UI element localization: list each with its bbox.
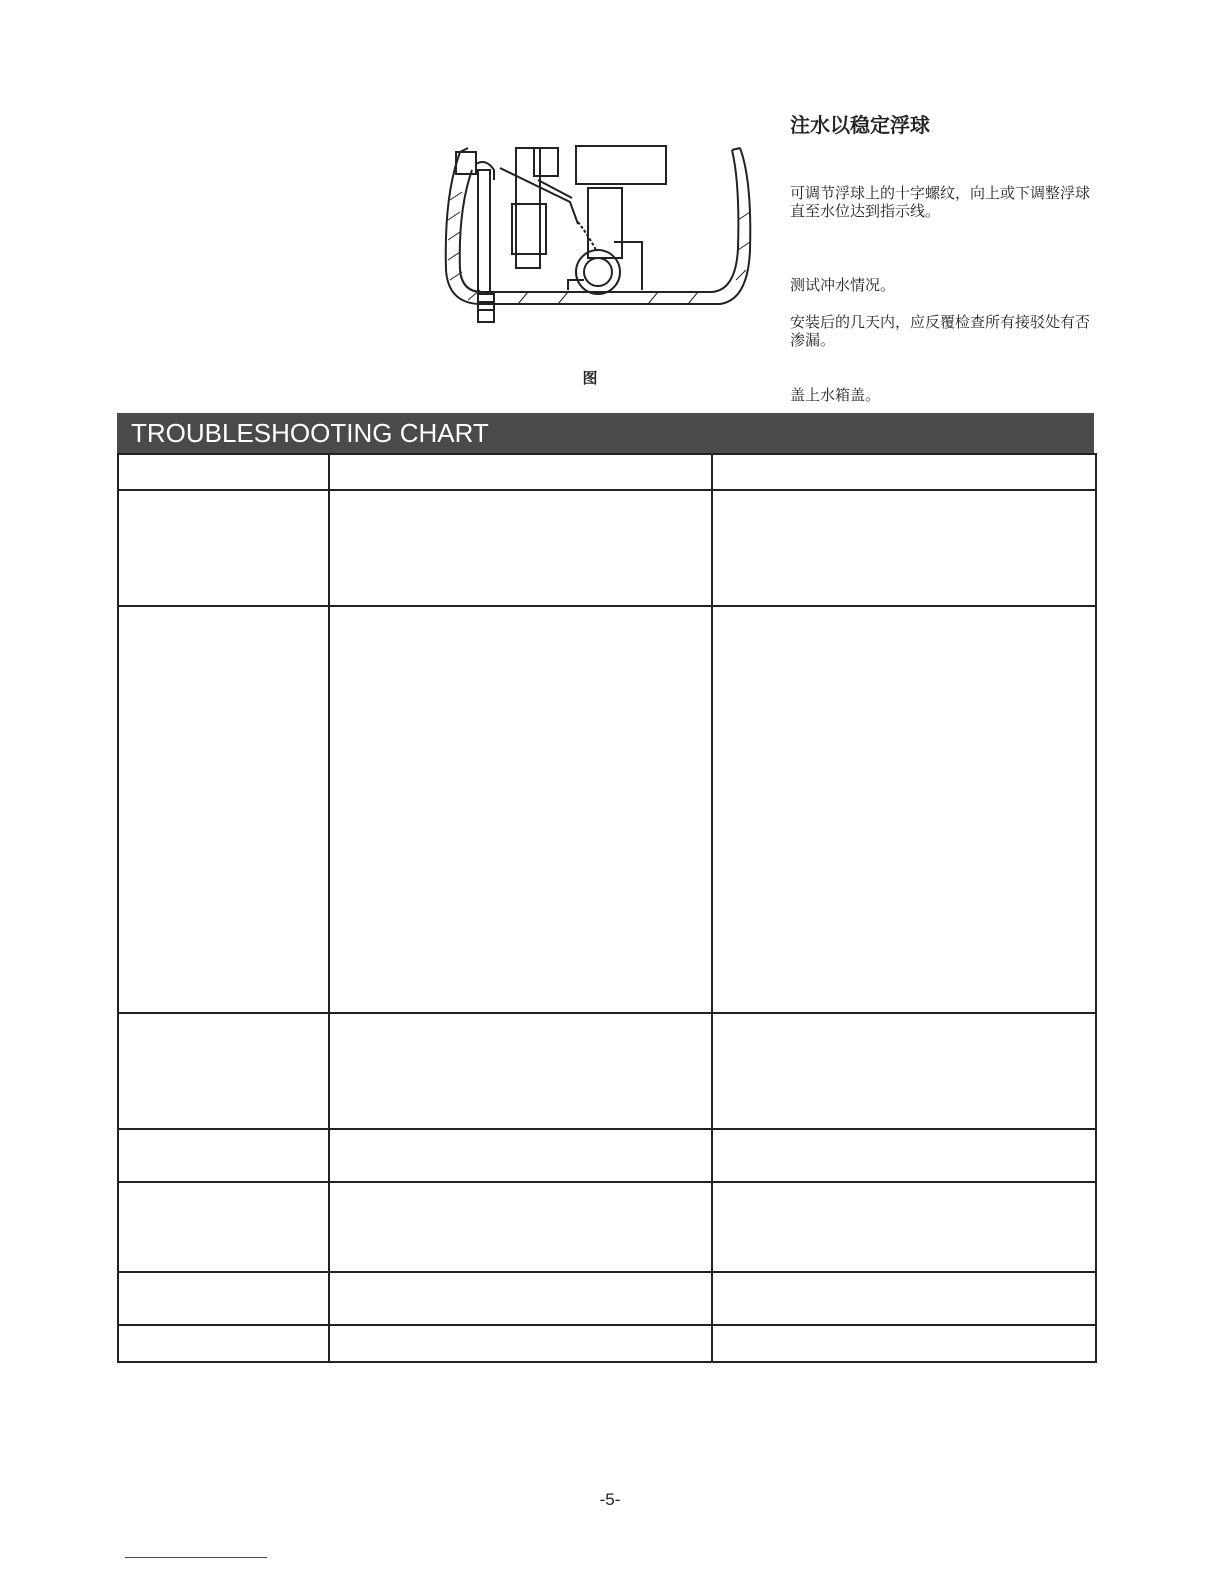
table-row <box>118 1325 1096 1362</box>
instruction-paragraph: 安装后的几天内，应反覆检查所有接驳处有否渗漏。 <box>790 313 1091 349</box>
table-cell <box>118 1325 329 1362</box>
fill-valve-body <box>516 148 540 268</box>
table-cell <box>329 1013 712 1129</box>
table-cell <box>118 490 329 606</box>
table-cell <box>712 1129 1096 1182</box>
table-cell <box>118 1272 329 1325</box>
table-cell <box>712 490 1096 606</box>
table-cell <box>712 1182 1096 1272</box>
flush-valve <box>576 250 620 294</box>
footer-link-underline <box>125 1557 267 1558</box>
table-cell <box>329 606 712 1013</box>
table-cell <box>712 606 1096 1013</box>
instruction-paragraph: 盖上水箱盖。 <box>790 386 881 404</box>
table-cell <box>329 490 712 606</box>
instructions-title: 注水以稳定浮球 <box>790 113 930 137</box>
troubleshooting-chart-title: TROUBLESHOOTING CHART <box>117 413 1094 453</box>
instruction-paragraph: 可调节浮球上的十字螺纹，向上或下调整浮球直至水位达到指示线。 <box>790 184 1091 220</box>
tank-outer-wall <box>446 148 751 304</box>
table-row <box>118 1129 1096 1182</box>
tank-inner-wall <box>460 150 739 292</box>
table-cell <box>118 454 329 490</box>
tank-label-box <box>576 146 666 184</box>
figure-caption: 图 <box>582 369 598 387</box>
toilet-tank-diagram <box>438 140 754 330</box>
table-cell <box>329 454 712 490</box>
table-cell <box>118 1013 329 1129</box>
table-cell <box>712 1013 1096 1129</box>
overflow-tube <box>588 188 622 258</box>
table-cell <box>329 1272 712 1325</box>
table-cell <box>712 454 1096 490</box>
table-row <box>118 606 1096 1013</box>
troubleshooting-table <box>117 453 1097 1363</box>
table-cell <box>329 1325 712 1362</box>
table-cell <box>118 1182 329 1272</box>
table-cell <box>118 606 329 1013</box>
table-row <box>118 1182 1096 1272</box>
page-number: -5- <box>599 1490 621 1509</box>
table-cell <box>712 1272 1096 1325</box>
table-row <box>118 1013 1096 1129</box>
fill-valve-tube <box>478 170 490 294</box>
instruction-paragraph: 测试冲水情况。 <box>790 276 896 294</box>
table-cell <box>329 1129 712 1182</box>
table-row <box>118 454 1096 490</box>
supply-nut <box>478 294 494 322</box>
table-row <box>118 490 1096 606</box>
table-cell <box>118 1129 329 1182</box>
table-row <box>118 1272 1096 1325</box>
table-cell <box>329 1182 712 1272</box>
table-cell <box>712 1325 1096 1362</box>
